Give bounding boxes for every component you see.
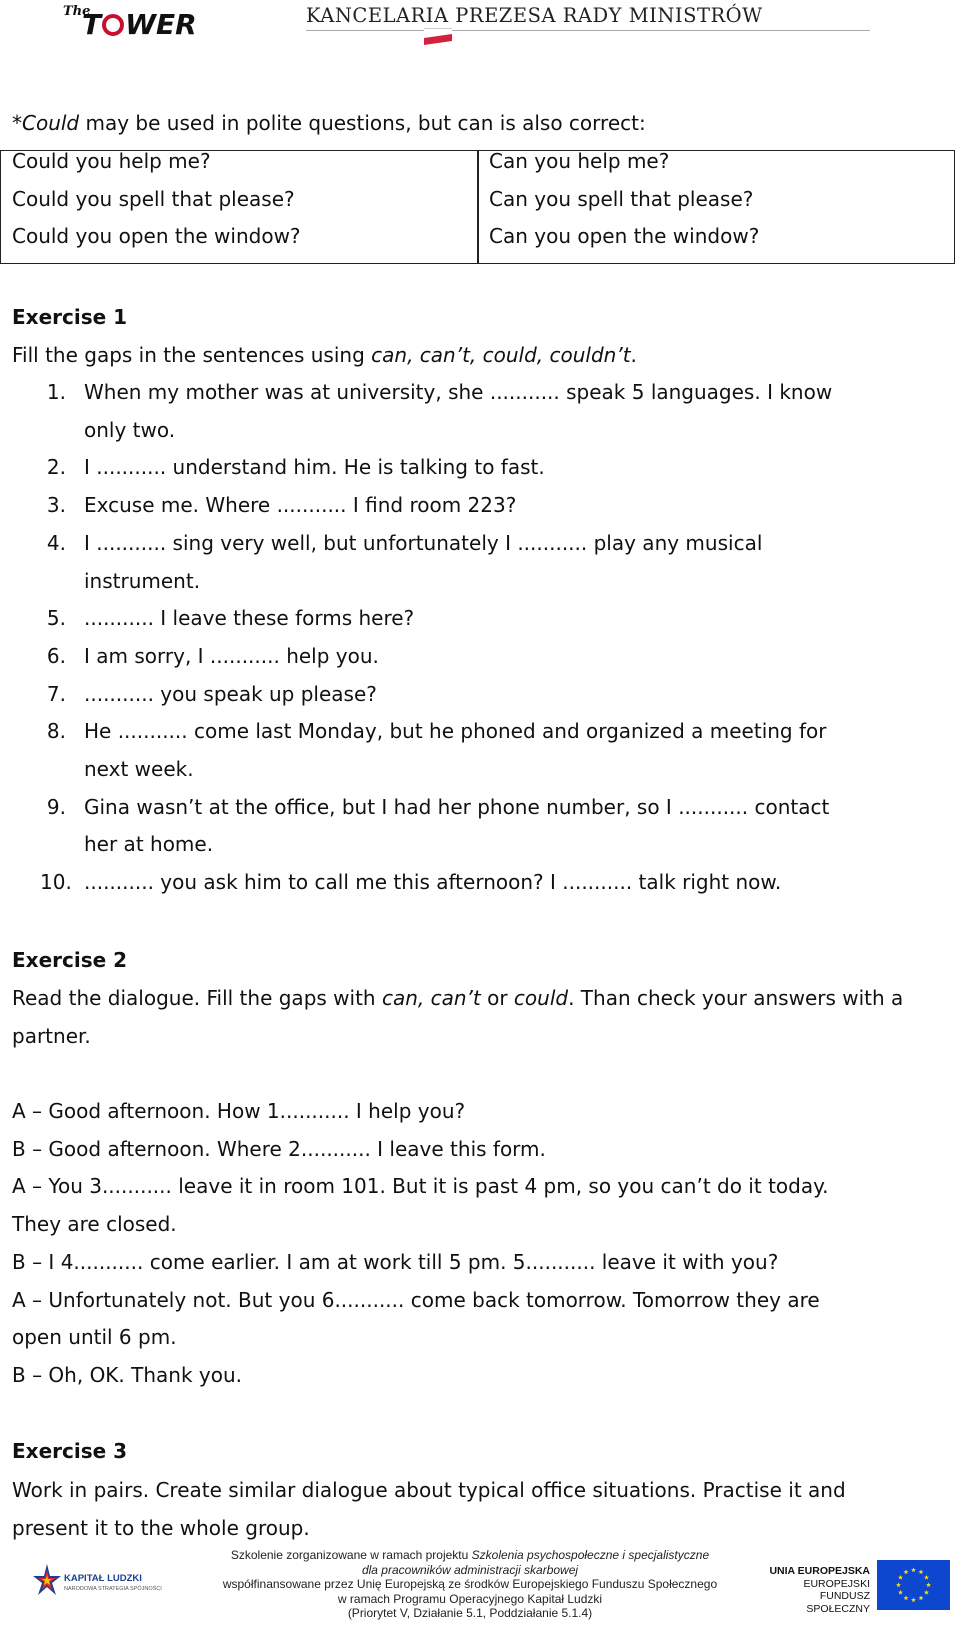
eu-text (760, 1565, 870, 1615)
table-cell: Could you spell that please? (12, 186, 295, 211)
dialogue (12, 1093, 828, 1395)
list-item-text: ........... you ask him to call me this afternoon? I ........... talk right now. (84, 870, 782, 895)
exercise3-line: present it to the whole group. (12, 1515, 310, 1540)
footer-line-1a: Szkolenie zorganizowane w ramach projektu (230, 1548, 472, 1562)
eu-star-icon (896, 1582, 901, 1587)
intro-prefix: * (12, 111, 22, 135)
list-item-text: Gina wasn’t at the office, but I had her phone number, so I ........... contact (84, 794, 830, 819)
list-item (40, 374, 832, 449)
eu-line-3: FUNDUSZ SPOŁECZNY (806, 1590, 870, 1615)
list-item-text: only two. (84, 417, 176, 442)
list-item (40, 864, 832, 902)
dialogue-line: They are closed. (12, 1212, 177, 1237)
table-cell: Can you open the window? (489, 224, 760, 248)
dialogue-line: A – Unfortunately not. But you 6........... come back tomorrow. Tomorrow they are (12, 1287, 820, 1312)
dialogue-line: A – Good afternoon. How 1........... I help you? (12, 1099, 466, 1123)
poland-flag-icon (424, 28, 452, 42)
exercise3-line: Work in pairs. Create similar dialogue about typical office situations. Practise it and (12, 1478, 846, 1502)
list-item-text: ........... you speak up please? (84, 681, 377, 706)
ex2-instr-a: Read the dialogue. Fill the gaps with (12, 986, 382, 1010)
exercise3-heading: Exercise 3 (12, 1439, 128, 1463)
dialogue-line: B – Good afternoon. Where 2........... I leave this form. (12, 1136, 546, 1161)
ex1-instr-suffix: . (630, 343, 637, 367)
ex2-instr-c: or (480, 986, 514, 1010)
list-item-number: 1. (46, 380, 66, 404)
eu-star-icon (898, 1575, 903, 1580)
intro-text (12, 105, 646, 143)
list-item-number: 5. (46, 606, 66, 631)
tower-logo (82, 8, 197, 41)
exercise1-heading: Exercise 1 (12, 305, 128, 329)
kapital-ludzki-sub: NARODOWA STRATEGIA SPÓJNOŚCI (64, 1586, 162, 1592)
footer-line-2-text: dla pracowników administracji skarbowej (361, 1562, 579, 1577)
list-item (40, 638, 832, 676)
eu-star-icon (924, 1590, 929, 1595)
eu-star-icon (904, 1569, 909, 1574)
list-item-text: When my mother was at university, she ........... speak 5 languages. I know (84, 380, 833, 404)
intro-italic: Could (22, 111, 80, 135)
list-item-text: her at home. (84, 832, 214, 857)
eu-star-icon (904, 1595, 909, 1600)
kprm-title: KANCELARIA PREZESA RADY MINISTRÓW (306, 4, 763, 27)
list-item-number: 2. (46, 455, 66, 480)
list-item (40, 600, 832, 638)
ex2-instr-e: . Than check your answers with a (568, 986, 904, 1010)
footer-text (200, 1548, 740, 1621)
exercise1-list (40, 374, 832, 902)
list-item-text: ........... I leave these forms here? (84, 606, 415, 631)
list-item-number: 3. (46, 493, 66, 518)
list-item-text: I ........... sing very well, but unfortunately I ........... play any musical (84, 530, 763, 555)
ex2-instr-b: can, can’t (381, 986, 481, 1010)
list-item-text: I am sorry, I ........... help you. (84, 643, 379, 668)
tower-logo-o-icon (102, 14, 124, 36)
list-item-number: 4. (46, 530, 66, 555)
exercise2-instruction (12, 980, 903, 1018)
exercise2-instruction-line2: partner. (12, 1024, 91, 1048)
list-item-number: 10. (40, 870, 72, 895)
list-item (40, 789, 832, 864)
list-item (40, 676, 832, 714)
logo-the-text: The (63, 4, 91, 19)
tower-logo-t: T (82, 8, 102, 41)
footer-line-1 (200, 1548, 740, 1563)
ex2-instr-d: could (513, 986, 569, 1010)
footer-line-1b: Szkolenia psychospołeczne i specjalistyczne (471, 1548, 710, 1562)
eu-flag-icon (877, 1560, 950, 1610)
eu-star-icon (898, 1590, 903, 1595)
list-item (40, 713, 832, 788)
list-item (40, 525, 832, 600)
list-item-number: 8. (46, 719, 66, 744)
list-item-text: Excuse me. Where ........... I find room 223? (84, 493, 517, 518)
dialogue-line: B – I 4........... come earlier. I am at work till 5 pm. 5........... leave it with you? (12, 1249, 779, 1274)
dialogue-line: open until 6 pm. (12, 1325, 177, 1350)
dialogue-line: A – You 3........... leave it in room 101. But it is past 4 pm, so you can’t do it today. (12, 1174, 829, 1199)
table-right-column (489, 143, 759, 256)
eu-line-2: EUROPEJSKI (803, 1577, 870, 1590)
list-item-text: I ........... understand him. He is talking to fast. (84, 455, 545, 480)
eu-star-icon (924, 1575, 929, 1580)
list-item (40, 449, 832, 487)
table-cell: Can you help me? (489, 149, 670, 173)
footer-line-2 (200, 1563, 740, 1578)
list-item (40, 487, 832, 525)
tower-logo-rest: WER (125, 8, 197, 41)
list-item-number: 9. (46, 794, 66, 819)
table-cell: Could you open the window? (12, 224, 301, 248)
eu-star-icon (911, 1597, 916, 1602)
footer-line-3: współfinansowane przez Unię Europejską ze środków Europejskiego Funduszu Społecznego (222, 1577, 718, 1591)
exercise2-heading: Exercise 2 (12, 948, 128, 972)
list-item-text: next week. (84, 757, 194, 782)
table-left-column (12, 143, 301, 256)
eu-star-icon (911, 1567, 916, 1572)
eu-star-icon (926, 1582, 931, 1587)
list-item-text: He ........... come last Monday, but he phoned and organized a meeting for (84, 719, 827, 744)
ex1-instr-italic: can, can’t, could, couldn’t (371, 343, 631, 367)
table-divider (477, 150, 479, 264)
list-item-number: 7. (46, 681, 66, 706)
dialogue-line: B – Oh, OK. Thank you. (12, 1362, 243, 1387)
table-cell: Can you spell that please? (489, 186, 754, 211)
eu-star-icon (919, 1595, 924, 1600)
exercise1-instruction (12, 337, 637, 375)
list-item-text: instrument. (84, 568, 201, 593)
intro-rest: may be used in polite questions, but can is also correct: (79, 111, 646, 135)
table-cell: Could you help me? (12, 149, 211, 173)
kapital-ludzki-name: KAPITAŁ LUDZKI (64, 1573, 142, 1584)
eu-star-icon (919, 1569, 924, 1574)
footer-line-5: (Priorytet V, Działanie 5.1, Poddziałanie 5.1.4) (347, 1606, 593, 1620)
header-rule (306, 30, 870, 31)
list-item-number: 6. (46, 643, 66, 668)
exercise3-text (12, 1472, 846, 1547)
kapital-ludzki-logo-icon (32, 1562, 62, 1602)
eu-line-1: UNIA EUROPEJSKA (769, 1565, 870, 1577)
ex1-instr-prefix: Fill the gaps in the sentences using (12, 343, 372, 367)
footer-line-4: w ramach Programu Operacyjnego Kapitał Ludzki (337, 1591, 603, 1606)
